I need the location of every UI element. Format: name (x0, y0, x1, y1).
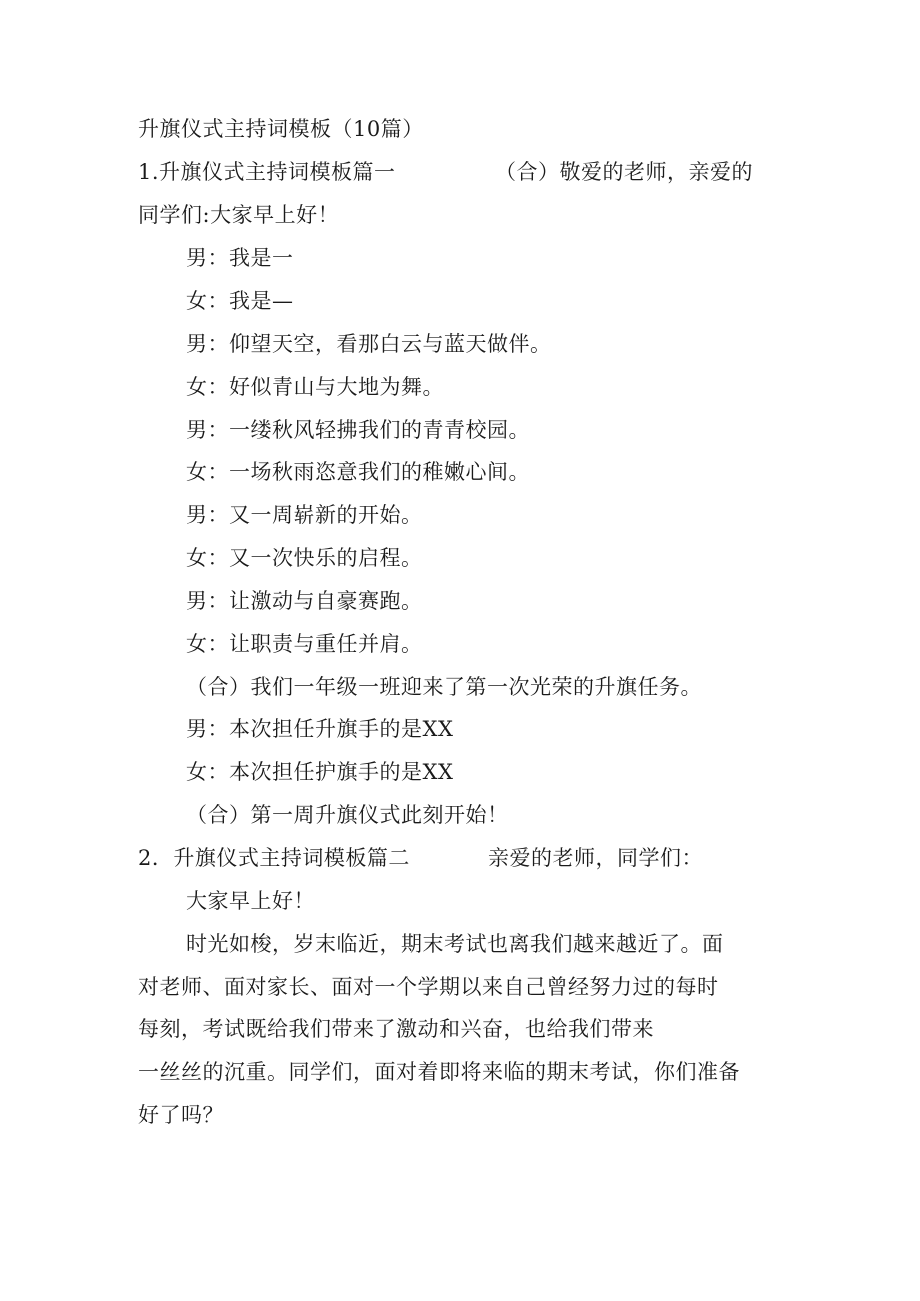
dialogue-line: 男：又一周崭新的开始。 (186, 503, 423, 527)
section-1-heading-tail: （合）敬爱的老师，亲爱的 (495, 160, 753, 184)
section-2-heading-tail: 亲爱的老师，同学们： (488, 846, 703, 870)
paragraph-line: 时光如梭，岁末临近，期末考试也离我们越来越近了。面 (186, 932, 724, 956)
paragraph-line: 每刻，考试既给我们带来了激动和兴奋，也给我们带来 (138, 1017, 654, 1041)
paragraph-line: 好了吗？ (138, 1103, 224, 1127)
section-2-greeting: 大家早上好！ (186, 889, 315, 913)
dialogue-line: 女：让职责与重任并肩。 (186, 632, 423, 656)
section-1-heading: 1.升旗仪式主持词模板篇一 (138, 160, 396, 184)
dialogue-line: 男：一缕秋风轻拂我们的青青校园。 (186, 418, 530, 442)
dialogue-line: 女：本次担任护旗手的是XX (186, 760, 454, 784)
dialogue-line: 男：本次担任升旗手的是XX (186, 717, 454, 741)
dialogue-line: 男：让激动与自豪赛跑。 (186, 589, 423, 613)
dialogue-line: 女：好似青山与大地为舞。 (186, 375, 444, 399)
section-2-heading: 2．升旗仪式主持词模板篇二 (138, 846, 410, 870)
dialogue-line: 男：我是一 (186, 246, 294, 270)
dialogue-line: （合）我们一年级一班迎来了第一次光荣的升旗任务。 (186, 675, 702, 699)
section-1-greeting: 同学们:大家早上好！ (138, 203, 340, 227)
dialogue-line: 女：一场秋雨恣意我们的稚嫩心间。 (186, 460, 530, 484)
dialogue-line: 女：又一次快乐的启程。 (186, 546, 423, 570)
paragraph-line: 对老师、面对家长、面对一个学期以来自己曾经努力过的每时 (138, 975, 719, 999)
dialogue-line: （合）第一周升旗仪式此刻开始！ (186, 803, 509, 827)
dialogue-line: 男：仰望天空，看那白云与蓝天做伴。 (186, 332, 552, 356)
paragraph-line: 一丝丝的沉重。同学们，面对着即将来临的期末考试，你们准备 (138, 1060, 740, 1084)
document-title: 升旗仪式主持词模板（10篇） (138, 117, 424, 141)
dialogue-line: 女：我是— (186, 289, 294, 313)
